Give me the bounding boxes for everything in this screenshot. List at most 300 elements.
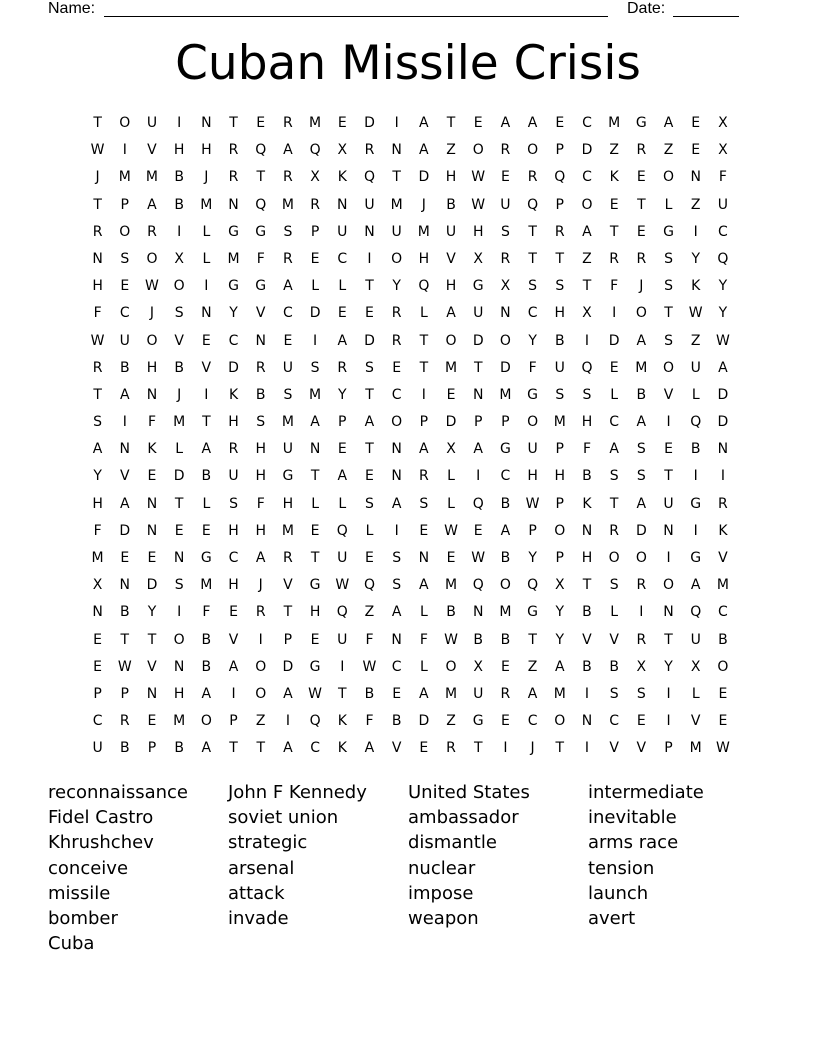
grid-letter[interactable]: K	[337, 740, 347, 757]
grid-letter[interactable]: D	[500, 359, 511, 376]
grid-letter[interactable]: A	[92, 441, 103, 458]
grid-letter[interactable]: E	[500, 169, 510, 186]
grid-letter[interactable]: O	[391, 414, 403, 431]
grid-letter[interactable]: O	[663, 169, 675, 186]
grid-letter[interactable]: E	[174, 522, 184, 539]
grid-letter[interactable]: E	[609, 196, 619, 213]
grid-letter[interactable]: S	[365, 359, 374, 376]
grid-letter[interactable]: B	[174, 740, 184, 757]
grid-letter[interactable]: M	[608, 115, 621, 131]
grid-letter[interactable]: Z	[527, 658, 538, 675]
grid-letter[interactable]: Z	[609, 142, 619, 159]
grid-letter[interactable]: L	[202, 223, 211, 240]
grid-letter[interactable]: S	[392, 550, 402, 566]
grid-letter[interactable]: H	[445, 169, 457, 186]
grid-letter[interactable]: H	[201, 142, 212, 159]
grid-letter[interactable]: M	[309, 115, 322, 131]
grid-letter[interactable]: A	[310, 414, 320, 431]
grid-letter[interactable]: V	[609, 631, 619, 648]
grid-letter[interactable]: C	[527, 713, 538, 730]
grid-letter[interactable]: B	[364, 685, 375, 702]
grid-letter[interactable]: T	[528, 223, 537, 240]
grid-letter[interactable]: T	[555, 740, 565, 757]
grid-letter[interactable]: E	[147, 550, 157, 566]
grid-letter[interactable]: V	[609, 740, 619, 757]
grid-letter[interactable]: E	[310, 631, 320, 648]
grid-letter[interactable]: L	[664, 196, 673, 213]
grid-letter[interactable]: G	[635, 115, 647, 131]
grid-letter[interactable]: D	[282, 658, 294, 675]
grid-letter[interactable]: Y	[555, 631, 565, 648]
grid-letter[interactable]: H	[255, 522, 266, 539]
grid-letter[interactable]: A	[364, 414, 375, 431]
grid-letter[interactable]: N	[255, 332, 266, 349]
grid-letter[interactable]: E	[419, 522, 429, 539]
grid-letter[interactable]: N	[581, 713, 593, 730]
grid-letter[interactable]: K	[337, 169, 347, 186]
grid-letter[interactable]: P	[310, 223, 320, 240]
grid-letter[interactable]: S	[664, 250, 673, 267]
grid-letter[interactable]: Y	[555, 604, 565, 621]
grid-letter[interactable]: O	[255, 658, 267, 675]
grid-letter[interactable]: T	[392, 169, 401, 186]
grid-letter[interactable]: U	[473, 305, 484, 322]
grid-letter[interactable]: L	[202, 250, 211, 267]
grid-letter[interactable]: A	[119, 495, 130, 512]
grid-letter[interactable]: S	[500, 223, 510, 240]
grid-letter[interactable]: A	[419, 577, 429, 594]
grid-letter[interactable]: I	[340, 658, 345, 675]
grid-letter[interactable]: C	[283, 305, 293, 322]
grid-letter[interactable]: Y	[718, 305, 728, 322]
grid-letter[interactable]: T	[365, 386, 374, 403]
grid-letter[interactable]: H	[472, 223, 484, 240]
grid-letter[interactable]: C	[119, 305, 130, 322]
grid-letter[interactable]: B	[582, 468, 592, 485]
grid-letter[interactable]: O	[119, 115, 131, 131]
grid-letter[interactable]: A	[554, 658, 565, 675]
grid-letter[interactable]: Y	[338, 386, 347, 403]
grid-letter[interactable]: X	[337, 142, 348, 159]
grid-letter[interactable]: E	[365, 305, 374, 322]
grid-letter[interactable]: C	[609, 414, 620, 431]
grid-letter[interactable]: W	[471, 550, 486, 566]
grid-letter[interactable]: N	[92, 604, 103, 621]
grid-letter[interactable]: B	[500, 631, 511, 648]
grid-letter[interactable]: T	[310, 468, 320, 485]
grid-letter[interactable]: F	[93, 305, 102, 322]
grid-letter[interactable]: H	[255, 441, 266, 458]
grid-letter[interactable]: M	[281, 522, 294, 539]
grid-letter[interactable]: I	[204, 278, 209, 295]
grid-letter[interactable]: I	[177, 223, 182, 240]
grid-letter[interactable]: B	[446, 604, 456, 621]
grid-letter[interactable]: P	[555, 550, 564, 566]
grid-letter[interactable]: I	[231, 685, 236, 702]
grid-letter[interactable]: C	[718, 604, 728, 621]
grid-letter[interactable]: N	[391, 142, 402, 159]
grid-letter[interactable]: E	[229, 604, 238, 621]
grid-letter[interactable]: Z	[255, 713, 266, 730]
grid-letter[interactable]: H	[173, 685, 185, 702]
grid-letter[interactable]: M	[200, 196, 213, 213]
grid-letter[interactable]: Q	[472, 577, 484, 594]
grid-letter[interactable]: G	[200, 550, 212, 566]
grid-letter[interactable]: A	[283, 740, 293, 757]
grid-letter[interactable]: S	[609, 577, 619, 594]
grid-letter[interactable]: W	[525, 495, 540, 512]
grid-letter[interactable]: T	[528, 250, 537, 267]
grid-letter[interactable]: E	[337, 115, 347, 131]
grid-letter[interactable]: T	[93, 386, 102, 403]
grid-letter[interactable]: P	[120, 685, 129, 702]
grid-letter[interactable]: A	[419, 142, 429, 159]
grid-letter[interactable]: Z	[364, 604, 375, 621]
grid-letter[interactable]: U	[337, 550, 348, 566]
grid-letter[interactable]: U	[663, 495, 674, 512]
grid-letter[interactable]: S	[392, 577, 402, 594]
grid-letter[interactable]: V	[636, 740, 647, 757]
grid-letter[interactable]: S	[120, 250, 130, 267]
grid-letter[interactable]: O	[635, 550, 647, 566]
grid-letter[interactable]: B	[636, 386, 647, 403]
grid-letter[interactable]: E	[392, 685, 402, 702]
grid-letter[interactable]: E	[310, 250, 320, 267]
grid-letter[interactable]: Y	[528, 550, 537, 566]
grid-letter[interactable]: O	[663, 577, 675, 594]
grid-letter[interactable]: R	[228, 169, 239, 186]
grid-letter[interactable]: E	[201, 332, 211, 349]
grid-letter[interactable]: R	[228, 142, 239, 159]
grid-letter[interactable]: E	[419, 740, 429, 757]
grid-letter[interactable]: P	[419, 414, 429, 431]
grid-letter[interactable]: C	[228, 332, 239, 349]
grid-letter[interactable]: O	[554, 522, 566, 539]
grid-letter[interactable]: U	[690, 359, 701, 376]
grid-letter[interactable]: R	[364, 142, 375, 159]
grid-letter[interactable]: P	[501, 414, 510, 431]
grid-letter[interactable]: A	[283, 142, 293, 159]
grid-letter[interactable]: A	[255, 550, 266, 566]
grid-letter[interactable]: T	[338, 685, 347, 702]
grid-letter[interactable]: K	[718, 522, 728, 539]
grid-letter[interactable]: G	[255, 278, 267, 295]
grid-letter[interactable]: E	[337, 441, 347, 458]
grid-letter[interactable]: C	[228, 550, 239, 566]
grid-letter[interactable]: A	[391, 604, 402, 621]
grid-letter[interactable]: R	[310, 196, 320, 213]
grid-letter[interactable]: K	[609, 169, 619, 186]
grid-letter[interactable]: V	[228, 631, 239, 648]
grid-letter[interactable]: D	[418, 713, 430, 730]
grid-letter[interactable]: L	[419, 604, 428, 621]
grid-letter[interactable]: A	[527, 115, 538, 131]
grid-letter[interactable]: B	[174, 359, 184, 376]
grid-letter[interactable]: A	[419, 441, 429, 458]
grid-letter[interactable]: D	[445, 414, 457, 431]
grid-letter[interactable]: Q	[309, 713, 321, 730]
grid-letter[interactable]: A	[201, 441, 212, 458]
grid-letter[interactable]: A	[636, 495, 647, 512]
grid-letter[interactable]: S	[664, 332, 673, 349]
grid-letter[interactable]: L	[419, 658, 428, 675]
grid-letter[interactable]: A	[663, 115, 674, 131]
grid-letter[interactable]: A	[718, 359, 728, 376]
grid-letter[interactable]: U	[445, 223, 457, 240]
grid-letter[interactable]: L	[365, 522, 374, 539]
grid-letter[interactable]: W	[471, 169, 486, 186]
grid-letter[interactable]: X	[500, 278, 511, 295]
grid-letter[interactable]: I	[258, 631, 263, 648]
grid-letter[interactable]: E	[473, 115, 483, 131]
grid-letter[interactable]: I	[584, 740, 590, 757]
grid-letter[interactable]: T	[446, 115, 456, 131]
grid-letter[interactable]: U	[282, 441, 294, 458]
grid-letter[interactable]: Q	[690, 604, 702, 621]
grid-letter[interactable]: H	[255, 468, 266, 485]
grid-letter[interactable]: E	[147, 468, 157, 485]
grid-letter[interactable]: G	[228, 223, 239, 240]
grid-letter[interactable]: B	[446, 196, 456, 213]
grid-letter[interactable]: R	[255, 604, 266, 621]
grid-letter[interactable]: L	[447, 495, 455, 512]
grid-letter[interactable]: S	[174, 305, 184, 322]
grid-letter[interactable]: O	[635, 305, 647, 322]
grid-letter[interactable]: F	[582, 441, 591, 458]
grid-letter[interactable]: H	[554, 305, 566, 322]
grid-letter[interactable]: B	[473, 631, 484, 648]
grid-letter[interactable]: P	[120, 196, 129, 213]
grid-letter[interactable]: H	[282, 495, 294, 512]
grid-letter[interactable]: N	[228, 196, 239, 213]
grid-letter[interactable]: P	[664, 740, 673, 757]
grid-letter[interactable]: V	[147, 142, 157, 159]
grid-letter[interactable]: I	[666, 414, 671, 431]
grid-letter[interactable]: H	[228, 414, 239, 431]
grid-letter[interactable]: A	[527, 685, 538, 702]
grid-letter[interactable]: R	[636, 142, 647, 159]
grid-letter[interactable]: T	[256, 740, 265, 757]
grid-letter[interactable]: T	[473, 359, 483, 376]
grid-letter[interactable]: D	[581, 142, 593, 159]
grid-letter[interactable]: R	[609, 250, 620, 267]
grid-letter[interactable]: F	[528, 359, 537, 376]
grid-letter[interactable]: F	[93, 522, 102, 539]
grid-letter[interactable]: T	[256, 169, 265, 186]
grid-letter[interactable]: M	[173, 414, 186, 431]
grid-letter[interactable]: S	[283, 386, 293, 403]
grid-letter[interactable]: N	[717, 441, 729, 458]
grid-letter[interactable]: A	[636, 332, 647, 349]
grid-letter[interactable]: I	[421, 386, 426, 403]
grid-letter[interactable]: C	[500, 468, 511, 485]
grid-letter[interactable]: X	[554, 577, 565, 594]
grid-letter[interactable]: R	[283, 250, 293, 267]
grid-letter[interactable]: D	[608, 332, 620, 349]
grid-letter[interactable]: X	[174, 250, 184, 267]
grid-letter[interactable]: N	[391, 441, 402, 458]
grid-letter[interactable]: A	[500, 115, 511, 131]
grid-letter[interactable]: P	[229, 713, 238, 730]
grid-letter[interactable]: L	[691, 685, 700, 702]
grid-letter[interactable]: Q	[255, 196, 267, 213]
grid-letter[interactable]: P	[283, 631, 293, 648]
grid-letter[interactable]: P	[555, 196, 564, 213]
name-line[interactable]	[104, 16, 608, 17]
grid-letter[interactable]: E	[201, 522, 211, 539]
grid-letter[interactable]: T	[147, 631, 157, 648]
grid-letter[interactable]: D	[228, 359, 239, 376]
grid-letter[interactable]: H	[581, 550, 593, 566]
grid-letter[interactable]: E	[120, 278, 130, 295]
grid-letter[interactable]: I	[666, 550, 671, 566]
grid-letter[interactable]: E	[256, 115, 266, 131]
grid-letter[interactable]: Q	[690, 414, 702, 431]
grid-letter[interactable]: K	[582, 495, 592, 512]
grid-letter[interactable]: A	[690, 577, 701, 594]
grid-letter[interactable]: F	[256, 250, 265, 267]
grid-letter[interactable]: L	[175, 441, 184, 458]
grid-letter[interactable]: O	[499, 332, 511, 349]
grid-letter[interactable]: I	[394, 115, 399, 131]
grid-letter[interactable]: G	[309, 658, 321, 675]
grid-letter[interactable]: T	[419, 332, 429, 349]
grid-letter[interactable]: E	[691, 115, 701, 131]
grid-letter[interactable]: F	[256, 495, 265, 512]
grid-letter[interactable]: I	[720, 468, 725, 485]
grid-letter[interactable]: I	[177, 115, 182, 131]
grid-letter[interactable]: N	[309, 441, 321, 458]
grid-letter[interactable]: N	[418, 550, 430, 566]
grid-letter[interactable]: M	[499, 604, 512, 621]
grid-letter[interactable]: N	[119, 441, 131, 458]
grid-letter[interactable]: M	[689, 740, 702, 757]
grid-letter[interactable]: X	[582, 305, 592, 322]
grid-letter[interactable]: C	[310, 740, 320, 757]
grid-letter[interactable]: I	[122, 142, 127, 159]
grid-letter[interactable]: G	[472, 713, 484, 730]
grid-letter[interactable]: T	[528, 631, 537, 648]
grid-letter[interactable]: R	[500, 250, 511, 267]
grid-letter[interactable]: U	[364, 196, 375, 213]
grid-letter[interactable]: Q	[309, 142, 321, 159]
grid-letter[interactable]: W	[688, 305, 703, 322]
grid-letter[interactable]: O	[581, 196, 593, 213]
grid-letter[interactable]: N	[663, 522, 674, 539]
grid-letter[interactable]: B	[201, 468, 212, 485]
grid-letter[interactable]: E	[310, 522, 320, 539]
grid-letter[interactable]: M	[281, 196, 294, 213]
grid-letter[interactable]: V	[283, 577, 293, 594]
grid-letter[interactable]: S	[664, 278, 673, 295]
grid-letter[interactable]: B	[582, 658, 592, 675]
grid-letter[interactable]: I	[476, 468, 481, 485]
grid-letter[interactable]: B	[690, 441, 701, 458]
grid-letter[interactable]: K	[337, 713, 347, 730]
grid-letter[interactable]: R	[500, 142, 511, 159]
grid-letter[interactable]: E	[636, 713, 646, 730]
grid-letter[interactable]: Z	[446, 713, 456, 730]
grid-letter[interactable]: V	[119, 468, 130, 485]
grid-letter[interactable]: T	[93, 196, 102, 213]
grid-letter[interactable]: N	[146, 386, 158, 403]
grid-letter[interactable]: Q	[255, 142, 267, 159]
grid-letter[interactable]: R	[283, 115, 293, 131]
grid-letter[interactable]: G	[663, 223, 674, 240]
grid-letter[interactable]: Y	[93, 468, 102, 485]
grid-letter[interactable]: V	[174, 332, 184, 349]
grid-letter[interactable]: R	[718, 495, 728, 512]
grid-letter[interactable]: O	[445, 658, 457, 675]
grid-letter[interactable]: H	[173, 142, 185, 159]
grid-letter[interactable]: I	[584, 332, 590, 349]
grid-letter[interactable]: A	[201, 685, 212, 702]
grid-letter[interactable]: M	[553, 685, 566, 702]
grid-letter[interactable]: F	[610, 278, 619, 295]
grid-letter[interactable]: G	[499, 441, 511, 458]
grid-letter[interactable]: O	[527, 142, 539, 159]
grid-letter[interactable]: H	[146, 359, 158, 376]
grid-letter[interactable]: Y	[718, 278, 728, 295]
grid-letter[interactable]: T	[582, 278, 592, 295]
grid-letter[interactable]: E	[93, 658, 103, 675]
grid-letter[interactable]: J	[149, 305, 155, 322]
grid-letter[interactable]: M	[444, 359, 458, 376]
grid-letter[interactable]: A	[283, 278, 293, 295]
grid-letter[interactable]: S	[365, 495, 374, 512]
grid-letter[interactable]: N	[472, 604, 484, 621]
grid-letter[interactable]: I	[666, 713, 671, 730]
grid-letter[interactable]: N	[173, 658, 185, 675]
grid-letter[interactable]: E	[365, 468, 374, 485]
grid-letter[interactable]: L	[202, 495, 211, 512]
grid-letter[interactable]: L	[447, 468, 455, 485]
grid-letter[interactable]: O	[255, 685, 267, 702]
grid-letter[interactable]: Y	[664, 658, 673, 675]
grid-letter[interactable]: I	[693, 468, 698, 485]
grid-letter[interactable]: G	[255, 223, 267, 240]
grid-letter[interactable]: E	[337, 305, 347, 322]
grid-letter[interactable]: C	[582, 115, 592, 131]
grid-letter[interactable]: D	[146, 577, 158, 594]
grid-letter[interactable]: R	[418, 468, 429, 485]
grid-letter[interactable]: D	[364, 332, 375, 349]
grid-letter[interactable]: L	[338, 495, 347, 512]
grid-letter[interactable]: J	[258, 577, 263, 594]
grid-letter[interactable]: N	[391, 631, 402, 648]
grid-letter[interactable]: E	[93, 631, 103, 648]
grid-letter[interactable]: N	[581, 522, 593, 539]
grid-letter[interactable]: L	[311, 278, 319, 295]
grid-letter[interactable]: A	[228, 658, 239, 675]
grid-letter[interactable]: E	[555, 115, 565, 131]
grid-letter[interactable]: B	[174, 169, 184, 186]
grid-letter[interactable]: I	[285, 713, 290, 730]
grid-letter[interactable]: M	[145, 169, 159, 186]
grid-letter[interactable]: T	[310, 550, 320, 566]
grid-letter[interactable]: D	[472, 332, 484, 349]
grid-letter[interactable]: W	[471, 196, 486, 213]
grid-letter[interactable]: T	[202, 414, 211, 431]
grid-letter[interactable]: N	[663, 604, 674, 621]
grid-letter[interactable]: O	[554, 713, 566, 730]
grid-letter[interactable]: M	[200, 577, 213, 594]
grid-letter[interactable]: Q	[363, 169, 375, 186]
grid-letter[interactable]: X	[473, 250, 484, 267]
grid-letter[interactable]: J	[177, 386, 182, 403]
grid-letter[interactable]: P	[93, 685, 102, 702]
grid-letter[interactable]: S	[636, 685, 646, 702]
